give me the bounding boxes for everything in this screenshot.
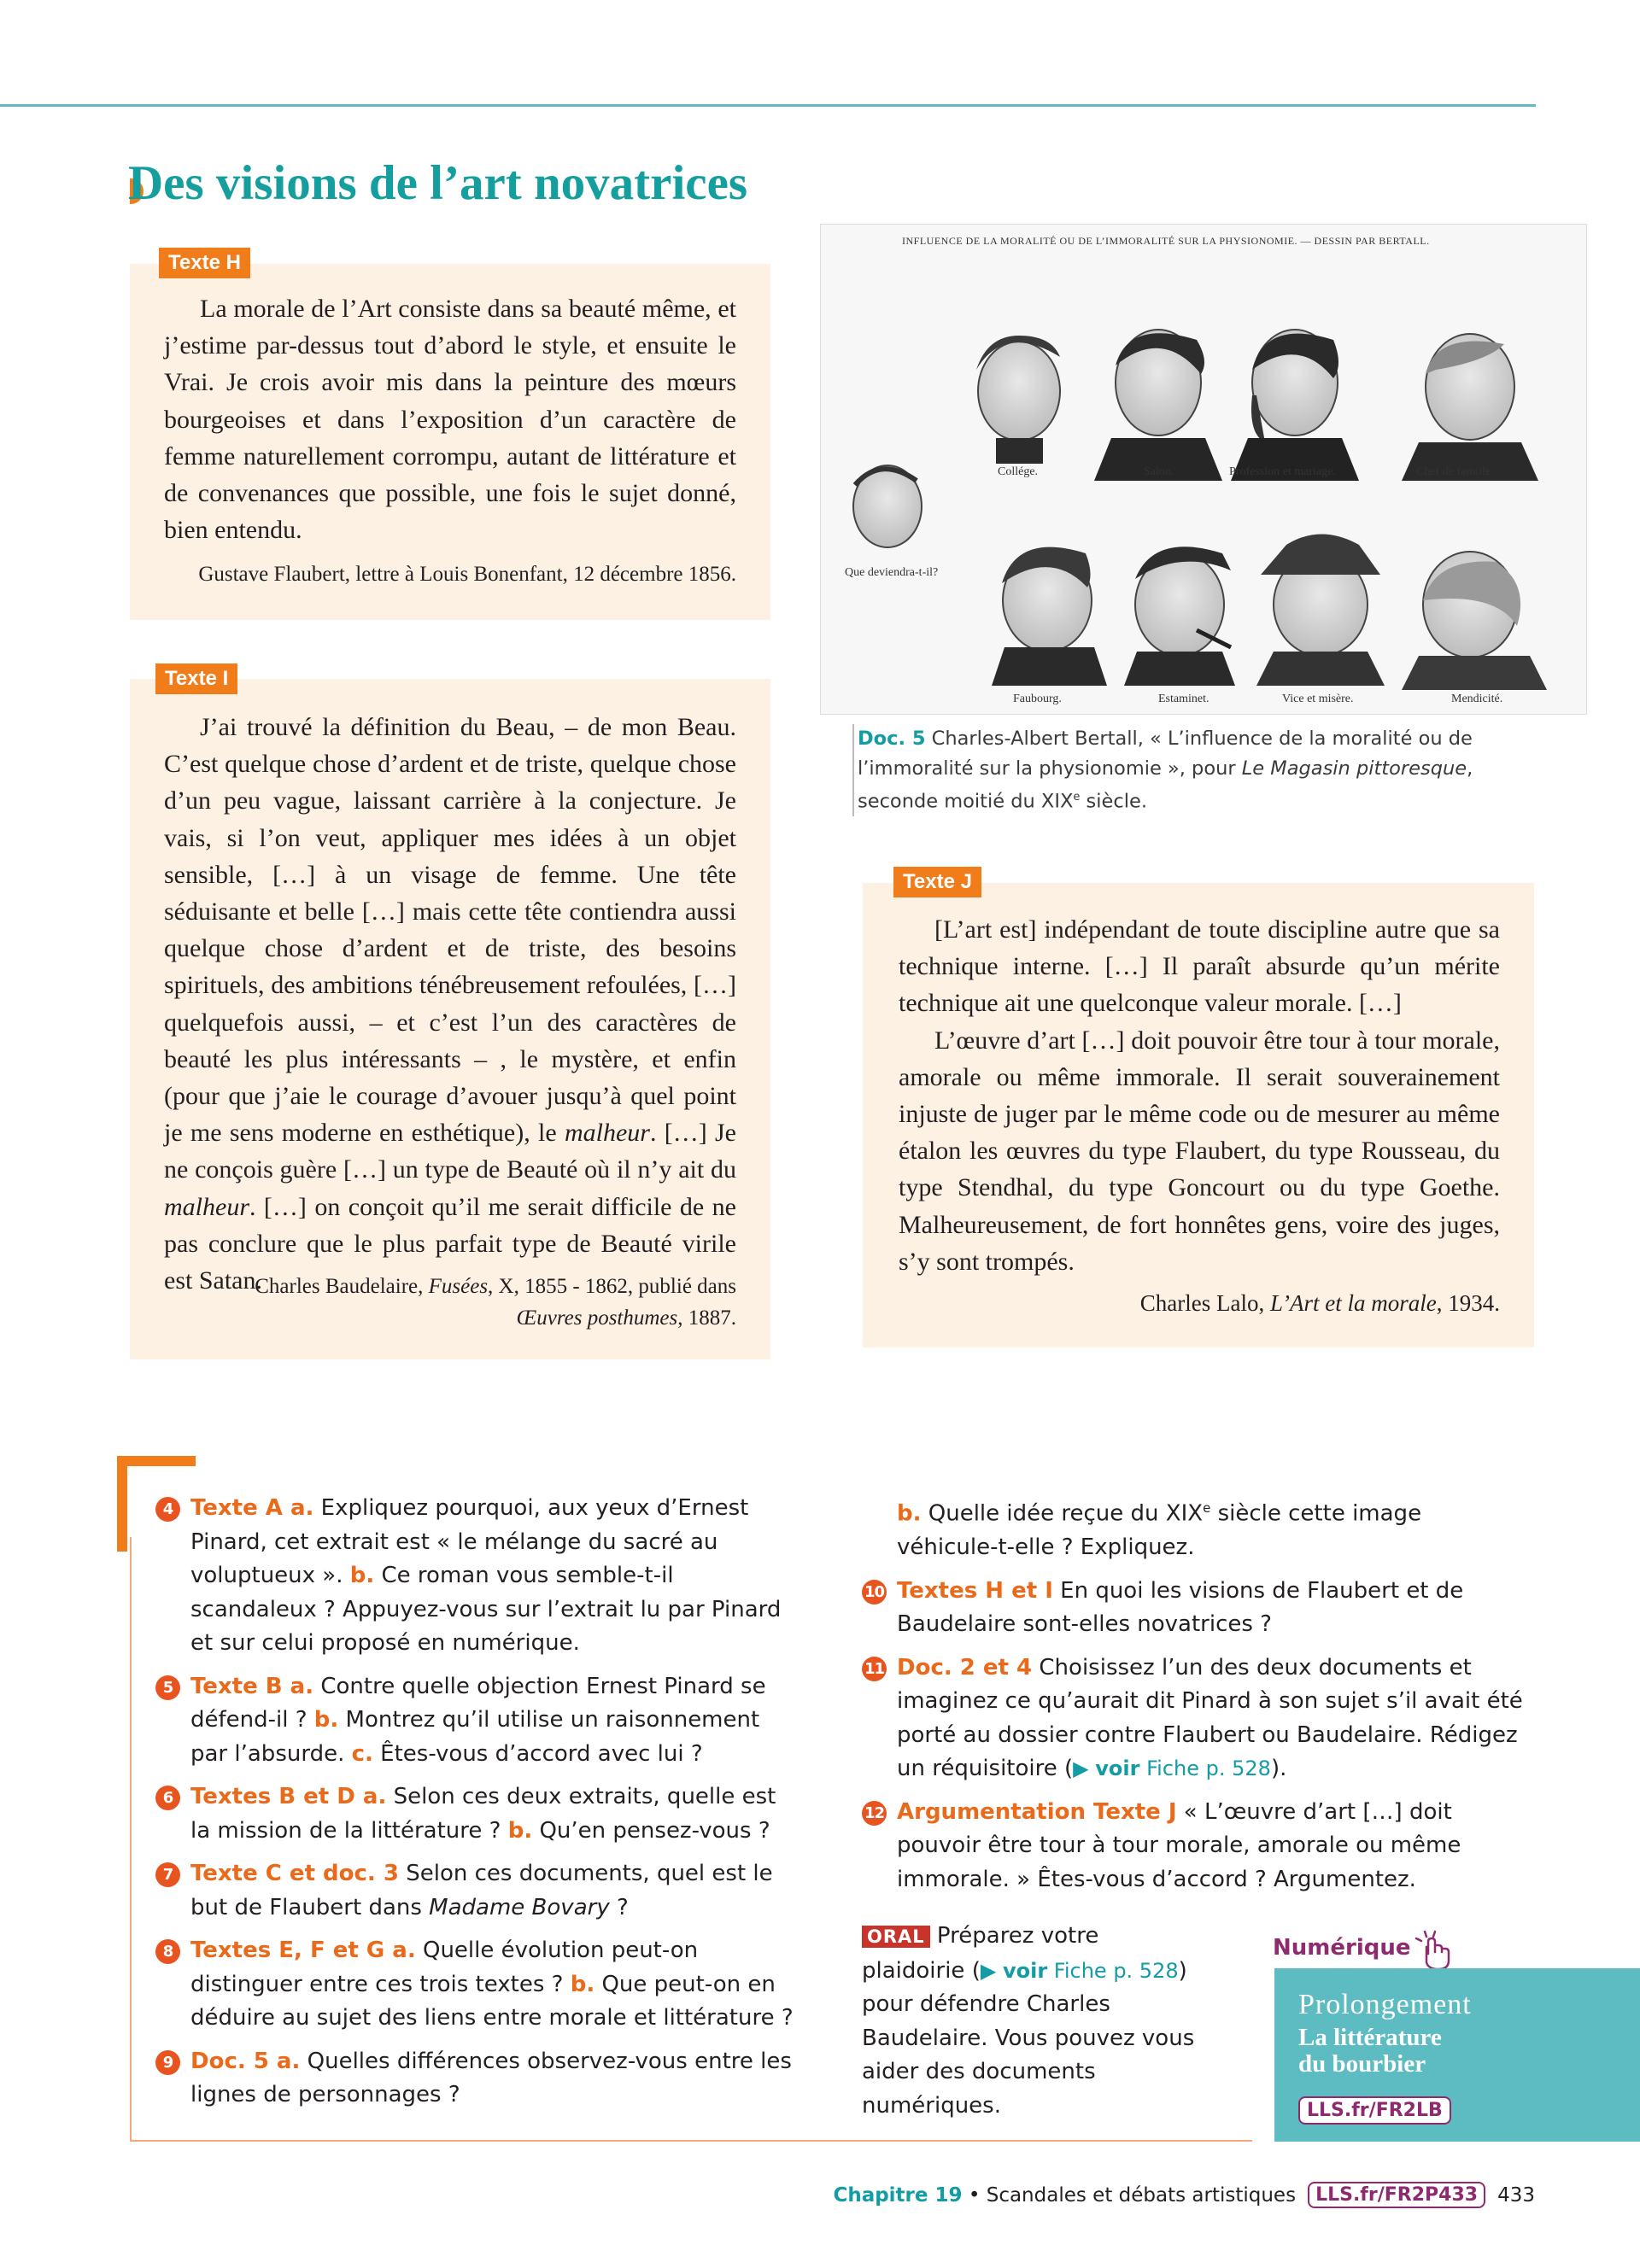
question-number-badge: 9: [155, 2050, 180, 2075]
question-number-badge: 8: [155, 1939, 180, 1964]
head-college: [976, 336, 1060, 464]
texte-i-tag: Texte I: [155, 663, 237, 694]
footer-title: Scandales et débats artistiques: [986, 2183, 1297, 2207]
question-7: [155, 1857, 796, 1925]
caption-mendicite: Mendicité.: [1451, 693, 1503, 705]
question-ref: Textes E, F et G a.: [190, 1938, 416, 1963]
source-detail: , X, 1855 - 1862, publié dans: [488, 1275, 736, 1298]
see-label: voir: [1002, 1958, 1048, 1983]
oral-text: ) pour défendre Charles Baudelaire. Vous pouvez vous aider des documents numériques.: [862, 1957, 1195, 2119]
doc5-work: Le Magasin pittoresque: [1241, 757, 1467, 780]
play-arrow-icon: ▶: [980, 1958, 997, 1983]
question-ref: Texte A a.: [190, 1495, 314, 1521]
texte-j-paragraph-1: [L’art est] indépendant de toute discipline autre que sa technique interne. […] Il paraît absurde qu’un mérite technique ait une quelconque valeur morale. […]: [899, 915, 1500, 1018]
question-number-badge: 12: [862, 1801, 887, 1826]
texte-j-paragraph-2: L’œuvre d’art […] doit pouvoir être tour à tour morale, amorale ou même immorale. Il serait souverainement injuste de juger par le même code ou de mesurer au même étalon les œuvres du type Flaubert, du type Rousseau, du type Stendhal, du type Goncourt ou du type Goethe. Malheureusement, de fort honnêtes gens, voire des juges, s’y sont trompés.: [899, 1026, 1500, 1276]
footer-chapter-line: [833, 2184, 1296, 2207]
question-text: Expliquez pourquoi, aux yeux d’Ernest Pinard, cet extrait est « le mélange du sacré au voluptueux ».: [190, 1495, 749, 1588]
head-faubourg: [992, 547, 1107, 686]
bertall-engraving: [820, 224, 1587, 715]
question-text: Qu’en pensez-vous ?: [532, 1817, 770, 1844]
question-text: Que peut-on en déduire au sujet des liens entre morale et littérature ?: [190, 1971, 794, 2031]
lls-fr2lb-link[interactable]: LLS.fr/FR2LB: [1298, 2096, 1451, 2125]
fiche-528-link[interactable]: [1073, 1757, 1271, 1780]
question-8: [155, 1934, 796, 2036]
caption-estaminet: Estaminet.: [1158, 693, 1210, 705]
question-text: ?: [609, 1894, 629, 1920]
texte-i-body: [164, 709, 736, 1299]
question-text: Choisissez l’un des deux documents et imaginez ce qu’aurait dit Pinard à son sujet s’il avait été porté au dossier contre Flaubert ou Baudelaire. Rédigez un réquisitoire (: [897, 1654, 1523, 1782]
question-6: [155, 1780, 796, 1848]
doc5-text: siècle.: [1080, 790, 1147, 813]
texte-i-source: [137, 1271, 736, 1334]
see-ref: Fiche p. 528: [1139, 1757, 1271, 1781]
question-number-badge: 4: [155, 1497, 180, 1522]
question-text: ).: [1270, 1756, 1287, 1782]
question-work: Madame Bovary: [429, 1894, 610, 1920]
questions-left-column: [155, 1492, 796, 2122]
texte-i-emphasis: malheur: [564, 1119, 650, 1148]
texte-h-paragraph: La morale de l’Art consiste dans sa beauté même, et j’estime par-dessus tout d’abord le style, et ensuite le Vrai. Je crois avoir mis dans la peinture des mœurs bourgeoises et dans l’exposition d’un caractère de femme naturellement corrompu, autant de littérature et de convenances que possible, une fois le sujet donné, bien entendu.: [164, 295, 736, 545]
questions-frame-line: [130, 1537, 132, 2142]
doc5-text: , seconde moitié du XIX: [858, 757, 1473, 813]
question-text: Quelle évolution peut-on distinguer entre ces trois textes ?: [190, 1938, 699, 1997]
questions-right-column: [862, 1492, 1528, 1906]
question-9-continued: [862, 1492, 1528, 1565]
question-ref: Doc. 5 a.: [190, 2048, 301, 2074]
caption-que-deviendra: Que deviendra-t-il?: [845, 566, 939, 579]
texte-i-part3: . […] on conçoit qu’il me serait difficile de ne pas conclure que le plus parfait type de Beauté virile est Satan.: [164, 1192, 736, 1295]
numerique-label: Numérique: [1273, 1935, 1411, 1961]
question-ref: b.: [507, 1817, 533, 1844]
head-salon: [1094, 330, 1222, 481]
questions-frame-corner: [117, 1456, 127, 1552]
question-text: Quelles différences observez-vous entre les lignes de personnages ?: [190, 2048, 792, 2107]
question-11: [862, 1651, 1528, 1786]
source-work: L’Art et la morale: [1270, 1290, 1437, 1316]
source-detail: , 1934.: [1436, 1290, 1500, 1316]
pointing-hand-icon: [1409, 1928, 1461, 1971]
texte-i-paragraph: [164, 709, 736, 1299]
questions-frame-line: [130, 2140, 1252, 2142]
footer-chapter: Chapitre 19: [833, 2183, 963, 2207]
texte-j-source: [899, 1288, 1500, 1319]
question-number-badge: 11: [862, 1657, 887, 1681]
question-text: Selon ces deux extraits, quelle est la mission de la littérature ?: [190, 1784, 776, 1844]
question-number-badge: 6: [155, 1786, 180, 1810]
question-ref: b.: [313, 1707, 339, 1733]
question-ref: Texte B a.: [190, 1673, 314, 1699]
question-text: Contre quelle objection Ernest Pinard se défend-il ?: [190, 1673, 766, 1733]
fiche-528-link[interactable]: [981, 1959, 1179, 1983]
head-estaminet: [1124, 547, 1235, 686]
source-author: Charles Lalo,: [1139, 1290, 1265, 1316]
question-4: [155, 1492, 796, 1661]
prolongement-title: Prolongement: [1298, 1989, 1472, 2020]
question-ref: Textes H et I: [897, 1577, 1053, 1604]
question-ref: c.: [351, 1740, 373, 1767]
question-ref: b.: [349, 1563, 375, 1588]
texte-j-tag: Texte J: [893, 867, 981, 897]
prolongement-subtitle: [1298, 2025, 1442, 2078]
question-text: Montrez qu’il utilise un raisonnement par l’absurde.: [190, 1707, 760, 1767]
prolongement-subtitle-line: La littérature: [1298, 2024, 1442, 2051]
question-ref: Argumentation Texte J: [897, 1798, 1177, 1825]
doc5-label: Doc. 5: [858, 728, 926, 750]
question-ref: b.: [570, 1971, 595, 1997]
texte-h-tag: Texte H: [159, 248, 250, 278]
section-title: Des visions de l’art novatrices: [128, 156, 748, 210]
caption-college: Collége.: [998, 465, 1039, 478]
question-9: [155, 2045, 796, 2113]
lls-fr2p433-link[interactable]: LLS.fr/FR2P433: [1308, 2182, 1485, 2208]
see-label: voir: [1095, 1757, 1140, 1781]
footer-separator: •: [968, 2183, 981, 2207]
prolongement-panel[interactable]: [1274, 1968, 1640, 2142]
question-text: Quelle idée reçue du XIX: [921, 1500, 1204, 1527]
caption-salon: Salon.: [1144, 465, 1174, 478]
head-child: [853, 465, 922, 547]
texte-i-emphasis: malheur: [164, 1192, 249, 1221]
doc5-text: Charles-Albert Bertall, « L’influence de la moralité ou de l’immoralité sur la physionomie », pour: [858, 728, 1473, 780]
top-rule: [0, 104, 1536, 107]
oral-text: Préparez votre plaidoirie (: [862, 1923, 1099, 1984]
head-chef-de-famille: [1402, 334, 1538, 481]
oral-activity: [862, 1920, 1199, 2123]
doc5-caption: [852, 724, 1493, 816]
head-profession: [1231, 330, 1359, 481]
question-text: Ce roman vous semble-t-il scandaleux ? Appuyez-vous sur l’extrait lu par Pinard et sur celui proposé en numérique.: [190, 1563, 782, 1656]
page-footer: [833, 2182, 1535, 2208]
question-number-badge: 5: [155, 1675, 180, 1700]
see-ref: Fiche p. 528: [1047, 1958, 1179, 1983]
caption-faubourg: Faubourg.: [1013, 693, 1062, 705]
question-10: [862, 1575, 1528, 1642]
texte-h-body: [164, 290, 736, 548]
question-12: [862, 1796, 1528, 1897]
question-text: Êtes-vous d’accord avec lui ?: [372, 1740, 703, 1767]
question-ref: Texte C et doc. 3: [190, 1861, 399, 1886]
texte-j-body: [899, 911, 1500, 1280]
question-text: Selon ces documents, quel est le but de Flaubert dans: [190, 1861, 773, 1920]
engraving-header: INFLUENCE DE LA MORALITÉ OU DE L’IMMORALITÉ SUR LA PHYSIONOMIE. — DESSIN PAR BERTALL.: [902, 235, 1430, 247]
question-sup: e: [1203, 1500, 1211, 1516]
oral-tag: ORAL: [862, 1926, 930, 1948]
caption-profession: Profession et mariage.: [1229, 465, 1336, 478]
question-ref: Doc. 2 et 4: [897, 1654, 1033, 1681]
caption-vice-et-misere: Vice et misère.: [1282, 693, 1354, 705]
source-author: Charles Baudelaire,: [255, 1275, 424, 1298]
question-5: [155, 1670, 796, 1772]
prolongement-subtitle-line: du bourbier: [1298, 2050, 1426, 2078]
source-detail: , 1887.: [677, 1306, 736, 1330]
page-number: 433: [1497, 2183, 1535, 2207]
texte-i-part2: . […] Je ne conçois guère […] un type de Beauté où il n’y ait du: [164, 1119, 736, 1184]
question-text: « L’œuvre d’art […] doit pouvoir être tour à tour morale, amorale ou même immorale. » Êtes-vous d’accord ? Argumentez.: [897, 1798, 1461, 1892]
source-work: Fusées: [428, 1275, 489, 1298]
head-mendicite: [1402, 552, 1547, 690]
play-arrow-icon: ▶: [1073, 1757, 1089, 1781]
source-work: Œuvres posthumes: [516, 1306, 678, 1330]
question-ref: Textes B et D a.: [190, 1784, 387, 1809]
caption-chef-de-famille: Chef de famille.: [1416, 465, 1494, 478]
question-number-badge: 10: [862, 1580, 887, 1605]
question-number-badge: 7: [155, 1862, 180, 1887]
texte-i-part1: J’ai trouvé la définition du Beau, – de mon Beau. C’est quelque chose d’ardent et de triste, quelque chose d’un peu vague, laissant carrière à la conjecture. Je vais, si l’on veut, appliquer mes idées à un objet sensible, […] à un visage de femme. Une tête séduisante et belle […] mais cette tête contiendra aussi quelque chose d’ardent et de triste, des besoins spirituels, des ambitions ténébreusement refoulées, […] quelquefois aussi, – et c’est l’un des caractères de beauté les plus intéressants – , le mystère, et enfin (pour que j’aie le courage d’avouer jusqu’à quel point je me sens moderne en esthétique), le: [164, 713, 736, 1148]
doc5-sup: e: [1073, 791, 1081, 804]
question-ref: b.: [897, 1500, 922, 1527]
texte-h-source: Gustave Flaubert, lettre à Louis Bonenfant, 12 décembre 1856.: [198, 563, 736, 586]
questions-frame-corner: [117, 1456, 196, 1466]
question-text: siècle cette image véhicule-t-elle ? Expliquez.: [897, 1500, 1422, 1561]
head-vice-et-misere: [1256, 535, 1385, 687]
question-text: En quoi les visions de Flaubert et de Baudelaire sont-elles novatrices ?: [897, 1577, 1464, 1638]
